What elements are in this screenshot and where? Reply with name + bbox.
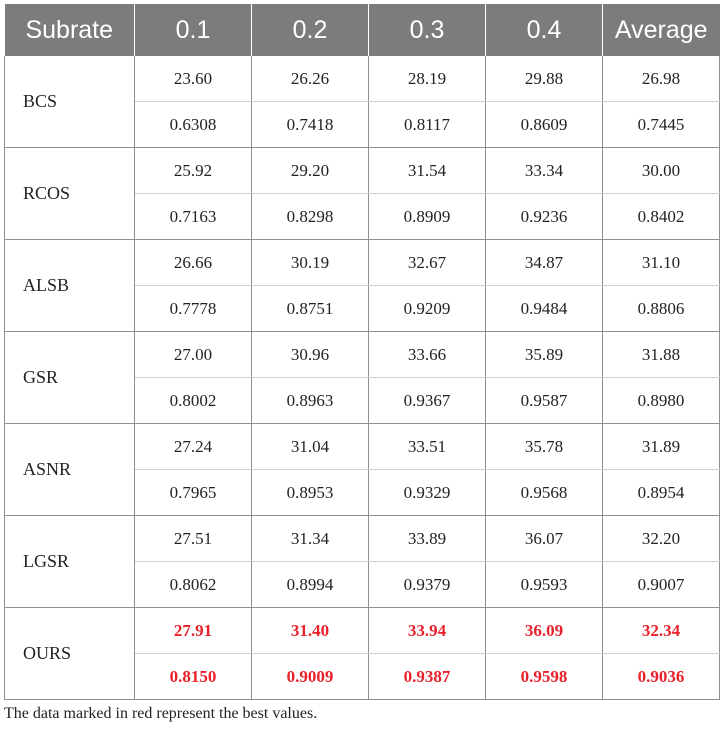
header-average: Average bbox=[603, 4, 720, 56]
psnr-cell: 33.51 bbox=[369, 424, 486, 470]
ssim-cell: 0.8963 bbox=[252, 378, 369, 424]
ssim-cell: 0.8909 bbox=[369, 194, 486, 240]
method-name: RCOS bbox=[5, 148, 135, 240]
psnr-cell: 29.88 bbox=[486, 56, 603, 102]
results-table bbox=[4, 4, 720, 700]
ssim-cell: 0.9387 bbox=[369, 654, 486, 700]
method-name: GSR bbox=[5, 332, 135, 424]
psnr-cell: 34.87 bbox=[486, 240, 603, 286]
method-name: BCS bbox=[5, 56, 135, 148]
psnr-cell: 27.00 bbox=[135, 332, 252, 378]
psnr-cell: 31.88 bbox=[603, 332, 720, 378]
psnr-cell: 26.66 bbox=[135, 240, 252, 286]
ssim-cell: 0.8298 bbox=[252, 194, 369, 240]
ssim-cell: 0.8751 bbox=[252, 286, 369, 332]
psnr-cell: 31.04 bbox=[252, 424, 369, 470]
psnr-cell: 31.89 bbox=[603, 424, 720, 470]
table-row bbox=[5, 424, 720, 470]
ssim-cell: 0.8953 bbox=[252, 470, 369, 516]
psnr-cell: 25.92 bbox=[135, 148, 252, 194]
psnr-cell: 31.10 bbox=[603, 240, 720, 286]
psnr-cell: 27.91 bbox=[135, 608, 252, 654]
table-row bbox=[5, 332, 720, 378]
psnr-cell: 31.40 bbox=[252, 608, 369, 654]
ssim-cell: 0.8980 bbox=[603, 378, 720, 424]
header-rate-0-1: 0.1 bbox=[135, 4, 252, 56]
ssim-cell: 0.9007 bbox=[603, 562, 720, 608]
ssim-cell: 0.7163 bbox=[135, 194, 252, 240]
ssim-cell: 0.8150 bbox=[135, 654, 252, 700]
ssim-cell: 0.8002 bbox=[135, 378, 252, 424]
ssim-cell: 0.9379 bbox=[369, 562, 486, 608]
psnr-cell: 27.51 bbox=[135, 516, 252, 562]
header-rate-0-3: 0.3 bbox=[369, 4, 486, 56]
psnr-cell: 36.09 bbox=[486, 608, 603, 654]
psnr-cell: 31.54 bbox=[369, 148, 486, 194]
ssim-cell: 0.9036 bbox=[603, 654, 720, 700]
ssim-cell: 0.7418 bbox=[252, 102, 369, 148]
psnr-cell: 33.34 bbox=[486, 148, 603, 194]
psnr-cell: 33.94 bbox=[369, 608, 486, 654]
psnr-cell: 33.89 bbox=[369, 516, 486, 562]
table-footnote: The data marked in red represent the best values. bbox=[4, 705, 318, 722]
ssim-cell: 0.9568 bbox=[486, 470, 603, 516]
header-subrate: Subrate bbox=[5, 4, 135, 56]
ssim-cell: 0.9367 bbox=[369, 378, 486, 424]
table-row bbox=[5, 56, 720, 102]
psnr-cell: 33.66 bbox=[369, 332, 486, 378]
ssim-cell: 0.7445 bbox=[603, 102, 720, 148]
ssim-cell: 0.9587 bbox=[486, 378, 603, 424]
ssim-cell: 0.9329 bbox=[369, 470, 486, 516]
psnr-cell: 29.20 bbox=[252, 148, 369, 194]
ssim-cell: 0.7965 bbox=[135, 470, 252, 516]
ssim-cell: 0.8954 bbox=[603, 470, 720, 516]
header-row bbox=[5, 4, 720, 56]
ssim-cell: 0.8994 bbox=[252, 562, 369, 608]
psnr-cell: 32.34 bbox=[603, 608, 720, 654]
ssim-cell: 0.8806 bbox=[603, 286, 720, 332]
psnr-cell: 32.67 bbox=[369, 240, 486, 286]
table-row bbox=[5, 148, 720, 194]
table-row bbox=[5, 608, 720, 654]
ssim-cell: 0.9484 bbox=[486, 286, 603, 332]
ssim-cell: 0.9009 bbox=[252, 654, 369, 700]
psnr-cell: 26.26 bbox=[252, 56, 369, 102]
psnr-cell: 28.19 bbox=[369, 56, 486, 102]
psnr-cell: 23.60 bbox=[135, 56, 252, 102]
psnr-cell: 30.00 bbox=[603, 148, 720, 194]
psnr-cell: 35.89 bbox=[486, 332, 603, 378]
method-name: ASNR bbox=[5, 424, 135, 516]
psnr-cell: 27.24 bbox=[135, 424, 252, 470]
ssim-cell: 0.9598 bbox=[486, 654, 603, 700]
ssim-cell: 0.7778 bbox=[135, 286, 252, 332]
psnr-cell: 32.20 bbox=[603, 516, 720, 562]
ssim-cell: 0.9236 bbox=[486, 194, 603, 240]
table-row bbox=[5, 240, 720, 286]
ssim-cell: 0.8062 bbox=[135, 562, 252, 608]
ssim-cell: 0.9593 bbox=[486, 562, 603, 608]
ssim-cell: 0.8609 bbox=[486, 102, 603, 148]
table-row bbox=[5, 516, 720, 562]
psnr-cell: 26.98 bbox=[603, 56, 720, 102]
psnr-cell: 35.78 bbox=[486, 424, 603, 470]
header-rate-0-4: 0.4 bbox=[486, 4, 603, 56]
header-rate-0-2: 0.2 bbox=[252, 4, 369, 56]
ssim-cell: 0.8117 bbox=[369, 102, 486, 148]
ssim-cell: 0.9209 bbox=[369, 286, 486, 332]
method-name: LGSR bbox=[5, 516, 135, 608]
psnr-cell: 31.34 bbox=[252, 516, 369, 562]
method-name: OURS bbox=[5, 608, 135, 700]
psnr-cell: 36.07 bbox=[486, 516, 603, 562]
psnr-cell: 30.19 bbox=[252, 240, 369, 286]
ssim-cell: 0.6308 bbox=[135, 102, 252, 148]
ssim-cell: 0.8402 bbox=[603, 194, 720, 240]
method-name: ALSB bbox=[5, 240, 135, 332]
psnr-cell: 30.96 bbox=[252, 332, 369, 378]
